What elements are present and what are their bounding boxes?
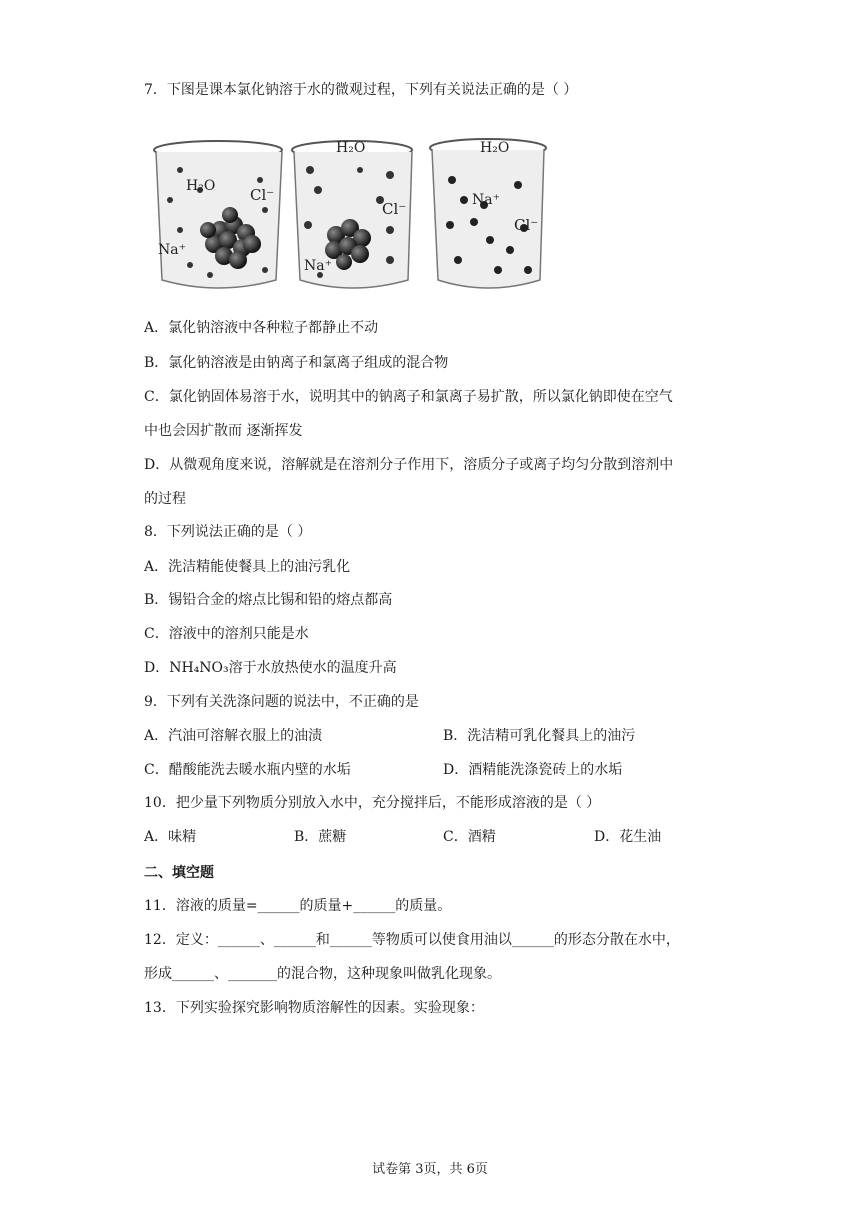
q10-option-b: B．蔗糖 [294, 829, 347, 845]
q10-stem: 10．把少量下列物质分别放入水中，充分搅拌后，不能形成溶液的是（ ） [144, 795, 601, 811]
q7-option-c: C．氯化钠固体易溶于水，说明其中的钠离子和氯离子易扩散，所以氯化钠即使在空气 [144, 389, 673, 405]
beaker-3 [430, 139, 546, 288]
nacl-dissolving-figure [150, 130, 560, 300]
q7-option-d: D．从微观角度来说，溶解就是在溶剂分子作用下，溶质分子或离子均匀分散到溶剂中 [144, 457, 674, 473]
q7-option-b: B．氯化钠溶液是由钠离子和氯离子组成的混合物 [144, 355, 449, 371]
q12-line2: 形成______、_______的混合物，这种现象叫做乳化现象。 [144, 966, 501, 982]
q9-stem: 9．下列有关洗涤问题的说法中，不正确的是 [144, 694, 419, 710]
q13-text: 13．下列实验探究影响物质溶解性的因素。实验现象： [144, 1000, 484, 1016]
cl-label-3: Cl⁻ [514, 216, 539, 234]
q10-option-d: D．花生油 [594, 829, 662, 845]
h2o-label-2: H₂O [336, 140, 366, 156]
q8-option-d: D．NH₄NO₃溶于水放热使水的温度升高 [144, 660, 397, 676]
q8-option-c: C．溶液中的溶剂只能是水 [144, 626, 309, 642]
section-heading-fill-in: 二、填空题 [144, 865, 214, 881]
page-footer: 试卷第 3页，共 6页 [372, 1162, 488, 1177]
na-label-2: Na⁺ [304, 258, 332, 274]
q8-option-b: B．锡铅合金的熔点比锡和铅的熔点都高 [144, 592, 393, 608]
q9-option-a: A．汽油可溶解衣服上的油渍 [144, 728, 323, 744]
q12-line1: 12．定义：______、______和______等物质可以使食用油以______的形态分散在水中， [144, 932, 680, 948]
beaker-1 [154, 141, 282, 288]
beaker-2 [292, 140, 412, 288]
q9-option-d: D．酒精能洗涤瓷砖上的水垢 [443, 762, 623, 778]
q11-text: 11．溶液的质量=______的质量+______的质量。 [144, 898, 452, 914]
q8-option-a: A．洗洁精能使餐具上的油污乳化 [144, 559, 351, 575]
h2o-label-1: H₂O [186, 178, 216, 194]
q9-option-c: C．醋酸能洗去暖水瓶内壁的水垢 [144, 762, 351, 778]
q10-option-a: A．味精 [144, 829, 197, 845]
na-label-3: Na⁺ [472, 192, 500, 208]
cl-label-2: Cl⁻ [382, 200, 407, 218]
na-label-1: Na⁺ [158, 242, 186, 258]
cl-label-1: Cl⁻ [250, 186, 275, 204]
q7-option-c-cont: 中也会因扩散而 逐渐挥发 [144, 423, 303, 439]
q10-option-c: C．酒精 [443, 829, 496, 845]
q7-option-a: A．氯化钠溶液中各种粒子都静止不动 [144, 320, 379, 336]
q7-option-d-cont: 的过程 [144, 491, 186, 507]
q9-option-b: B．洗洁精可乳化餐具上的油污 [443, 728, 636, 744]
h2o-label-3: H₂O [480, 140, 510, 156]
q7-stem: 7．下图是课本氯化钠溶于水的微观过程，下列有关说法正确的是（ ） [144, 82, 578, 98]
q8-stem: 8．下列说法正确的是（ ） [144, 524, 312, 540]
